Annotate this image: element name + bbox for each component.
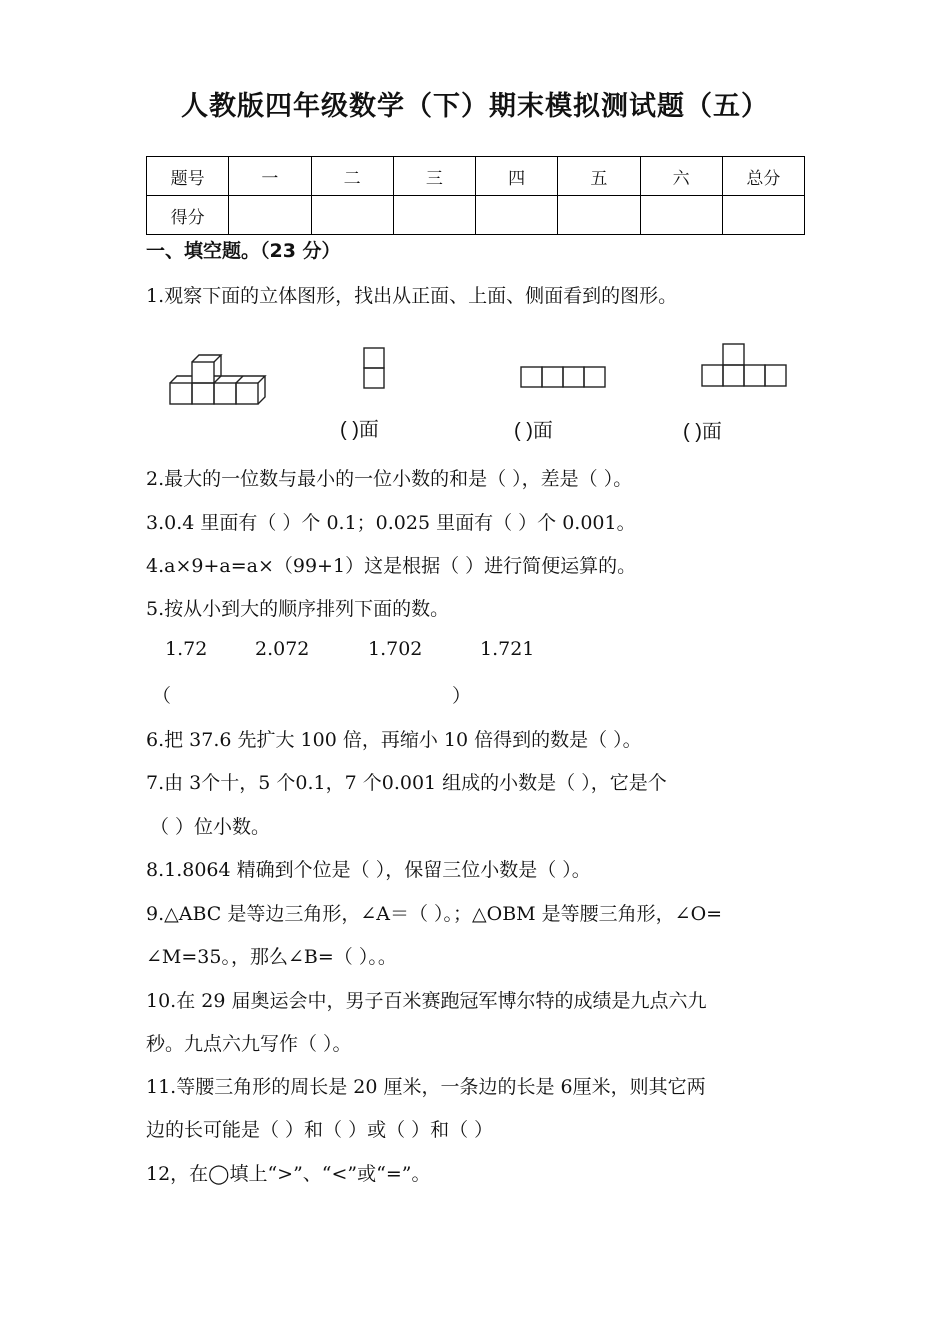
view-figure-c xyxy=(700,342,790,388)
question-11-line2: 边的长可能是（ ）和（ ）或（ ）和（ ） xyxy=(146,1119,494,1141)
question-7-line1: 7.由 3个十，5 个0.1，7 个0.001 组成的小数是（ ），它是个 xyxy=(146,772,667,794)
score-entry-cell[interactable] xyxy=(722,196,804,235)
view-answer-a[interactable]: ( )面 xyxy=(340,419,379,441)
question-10-line1: 10.在 29 届奥运会中，男子百米赛跑冠军博尔特的成绩是九点六九 xyxy=(146,990,707,1012)
number-item: 1.702 xyxy=(368,638,423,660)
view-answer-b[interactable]: ( )面 xyxy=(514,420,553,442)
question-11-line1: 11.等腰三角形的周长是 20 厘米，一条边的长是 6厘米，则其它两 xyxy=(146,1076,706,1098)
table-cell: 四 xyxy=(476,157,558,196)
section-heading: 一、填空题。（23 分） xyxy=(146,240,341,262)
question-4: 4.a×9+a=a×（99+1）这是根据（ ）进行简便运算的。 xyxy=(146,555,637,577)
table-cell: 得分 xyxy=(147,196,229,235)
table-cell: 五 xyxy=(558,157,640,196)
question-1: 1.观察下面的立体图形，找出从正面、上面、侧面看到的图形。 xyxy=(146,285,678,307)
question-2: 2.最大的一位数与最小的一位小数的和是（ ），差是（ ）。 xyxy=(146,468,633,490)
question-7-line2: （ ）位小数。 xyxy=(150,816,271,838)
question-12: 12，在◯填上“>”、“<”或“=”。 xyxy=(146,1163,431,1185)
number-item: 1.721 xyxy=(480,638,535,660)
table-row xyxy=(147,196,805,235)
question-9-line1: 9.△ABC 是等边三角形，∠A＝（ ）。；△OBM 是等腰三角形，∠O= xyxy=(146,903,723,925)
score-entry-cell[interactable] xyxy=(640,196,722,235)
score-entry-cell[interactable] xyxy=(558,196,640,235)
question-6: 6.把 37.6 先扩大 100 倍，再缩小 10 倍得到的数是（ ）。 xyxy=(146,729,642,751)
view-figure-b xyxy=(519,364,607,390)
solid-figure xyxy=(165,350,275,410)
question-9-line2: ∠M=35。，那么∠B=（ ）。。 xyxy=(146,946,397,968)
score-entry-cell[interactable] xyxy=(311,196,393,235)
answer-open-paren: （ xyxy=(152,685,172,707)
question-8: 8.1.8064 精确到个位是（ ），保留三位小数是（ ）。 xyxy=(146,859,591,881)
answer-close-paren: ） xyxy=(452,685,472,707)
table-cell: 总分 xyxy=(722,157,804,196)
score-entry-cell[interactable] xyxy=(476,196,558,235)
question-10-line2: 秒。九点六九写作（ ）。 xyxy=(146,1033,352,1055)
table-cell: 六 xyxy=(640,157,722,196)
page-title: 人教版四年级数学（下）期末模拟测试题（五） xyxy=(181,91,769,122)
table-cell: 题号 xyxy=(147,157,229,196)
view-answer-c[interactable]: ( )面 xyxy=(683,421,722,443)
number-item: 1.72 xyxy=(165,638,208,660)
table-row xyxy=(147,157,805,196)
table-cell: 二 xyxy=(311,157,393,196)
question-5: 5.按从小到大的顺序排列下面的数。 xyxy=(146,598,450,620)
question-3: 3.0.4 里面有（ ）个 0.1；0.025 里面有（ ）个 0.001。 xyxy=(146,512,636,534)
view-figure-a xyxy=(362,346,386,390)
score-table xyxy=(146,156,805,235)
score-entry-cell[interactable] xyxy=(393,196,475,235)
number-item: 2.072 xyxy=(255,638,310,660)
table-cell: 三 xyxy=(393,157,475,196)
table-cell: 一 xyxy=(229,157,311,196)
score-entry-cell[interactable] xyxy=(229,196,311,235)
